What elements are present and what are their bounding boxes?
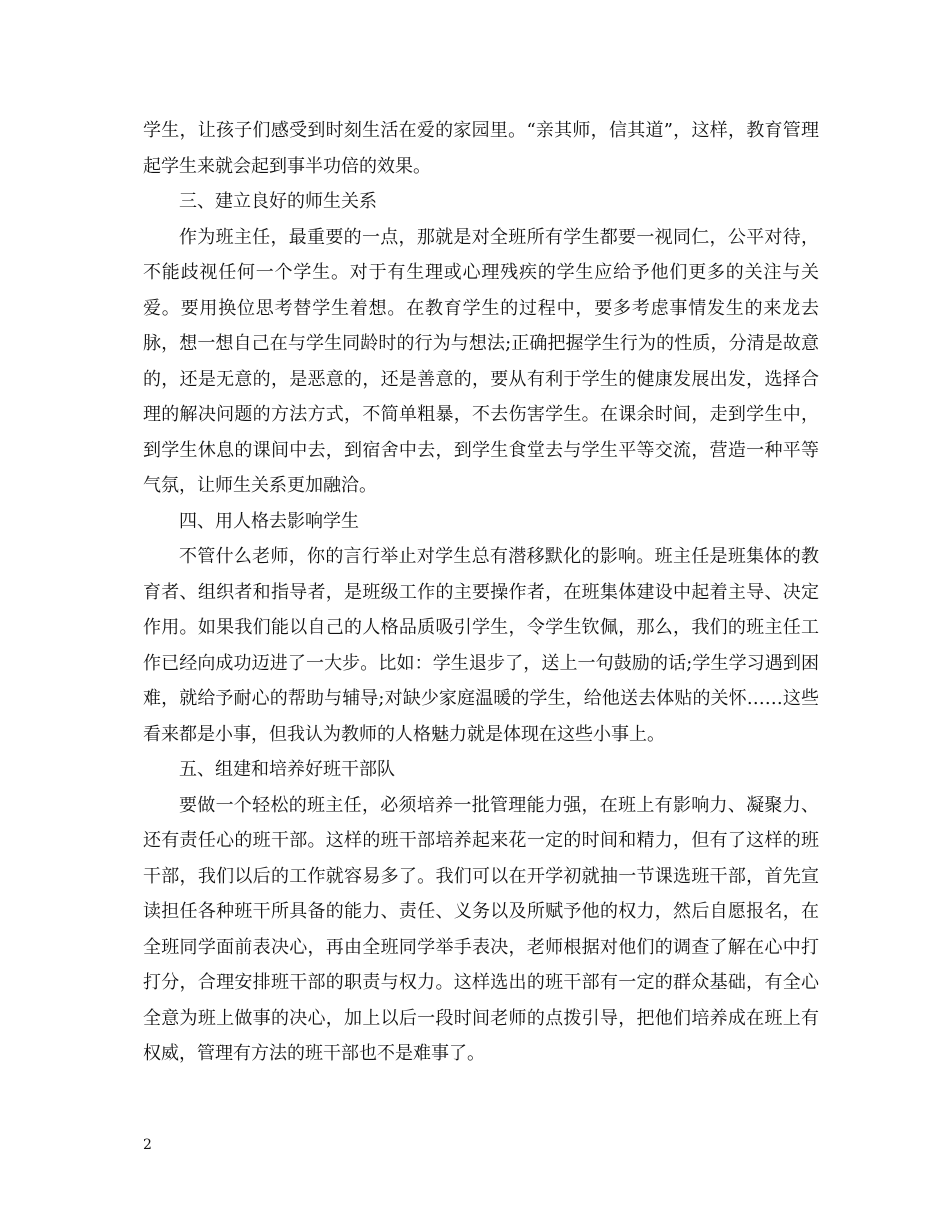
paragraph-class-cadres: 要做一个轻松的班主任，必须培养一批管理能力强，在班上有影响力、凝聚力、还有责任心的班干部。这样的班干部培养起来花一定的时间和精力，但有了这样的班干部，我们以后的工作就容易多了。我们可以在开学初就抽一节课选班干部，首先宣读担任各种班干所具备的能力、责任、义务以及所赋予他的权力，然后自愿报名，在全班同学面前表决心，再由全班同学举手表决，老师根据对他们的调查了解在心中打打分，合理安排班干部的职责与权力。这样选出的班干部有一定的群众基础，有全心全意为班上做事的决心，加上以后一段时间老师的点拨引导，把他们培养成在班上有权威，管理有方法的班干部也不是难事了。 xyxy=(143,794,819,1064)
page-number: 2 xyxy=(143,1137,152,1153)
paragraph-continuation: 学生，让孩子们感受到时刻生活在爱的家园里。“亲其师，信其道”，这样，教育管理起学生来就会起到事半功倍的效果。 xyxy=(143,120,819,177)
paragraph-personality-influence: 不管什么老师，你的言行举止对学生总有潜移默化的影响。班主任是班集体的教育者、组织者和指导者，是班级工作的主要操作者，在班集体建设中起着主导、决定作用。如果我们能以自己的人格品质吸引学生，令学生钦佩，那么，我们的班主任工作已经向成功迈进了一大步。比如：学生退步了，送上一句鼓励的话;学生学习遇到困难，就给予耐心的帮助与辅导;对缺少家庭温暖的学生，给他送去体贴的关怀……这些看来都是小事，但我认为教师的人格魅力就是体现在这些小事上。 xyxy=(143,546,819,745)
section-heading-5: 五、组建和培养好班干部队 xyxy=(179,759,395,780)
section-heading-3: 三、建立良好的师生关系 xyxy=(179,191,377,212)
document-body xyxy=(143,113,819,1072)
paragraph-teacher-student-relations: 作为班主任，最重要的一点，那就是对全班所有学生都要一视同仁，公平对待，不能歧视任何一个学生。对于有生理或心理残疾的学生应给予他们更多的关注与关爱。要用换位思考替学生着想。在教育学生的过程中，要多考虑事情发生的来龙去脉，想一想自己在与学生同龄时的行为与想法;正确把握学生行为的性质，分清是故意的，还是无意的，是恶意的，还是善意的，要从有利于学生的健康发展出发，选择合理的解决问题的方法方式，不简单粗暴，不去伤害学生。在课余时间，走到学生中，到学生休息的课间中去，到宿舍中去，到学生食堂去与学生平等交流，营造一种平等气氛，让师生关系更加融洽。 xyxy=(143,226,819,496)
section-heading-4: 四、用人格去影响学生 xyxy=(179,510,359,532)
